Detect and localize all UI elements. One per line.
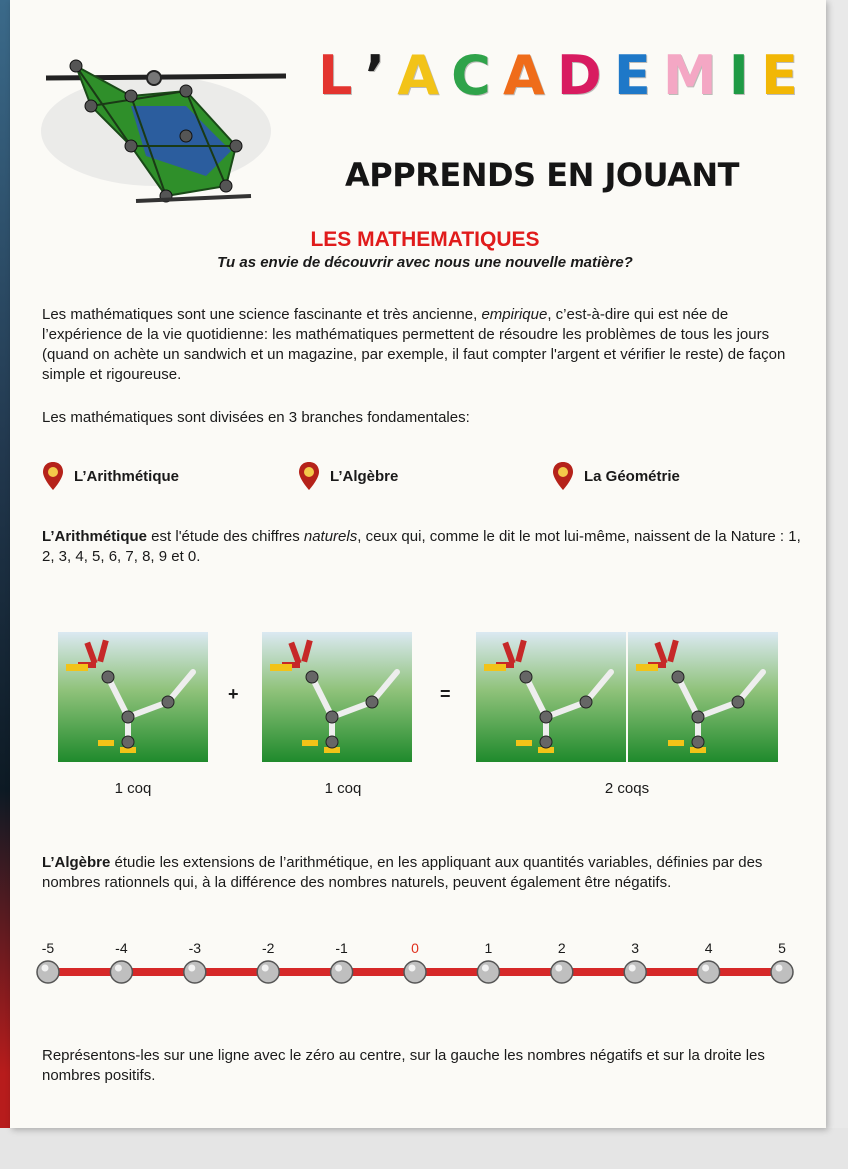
number-line-label: -4: [115, 940, 128, 956]
number-line-ball-highlight: [482, 965, 489, 972]
page-edge-left: [0, 0, 10, 1130]
number-line-ball-highlight: [629, 965, 636, 972]
number-line-ball: [184, 961, 206, 983]
number-line-label: 3: [631, 940, 640, 956]
arithmetic-paragraph: L’Arithmétique est l'étude des chiffres naturels, ceux qui, comme le dit le mot lui-même, naissent de la Nature : 1, 2, 3, 4, 5, 6, 7, 8, 9 et 0.: [42, 528, 801, 565]
number-line-ball-highlight: [409, 965, 416, 972]
number-line-label: -1: [335, 940, 348, 956]
page-edge-right: [826, 0, 848, 1169]
page-subtitle: APPRENDS EN JOUANT: [345, 156, 739, 194]
title-letter: ’: [364, 43, 386, 107]
number-line-ball: [551, 961, 573, 983]
number-line-ball-highlight: [42, 965, 49, 972]
number-line-ball-highlight: [115, 965, 122, 972]
title-letter: A: [397, 43, 440, 107]
title-letter: D: [556, 43, 602, 107]
title-letter: C: [451, 43, 491, 107]
equals-sign: =: [440, 684, 451, 704]
helicopter-illustration: [36, 36, 296, 216]
number-line-ball: [698, 961, 720, 983]
number-line-ball: [37, 961, 59, 983]
branches-intro: Les mathématiques sont divisées en 3 branches fondamentales:: [42, 409, 470, 426]
rooster-image: [628, 632, 778, 762]
title-letter: A: [502, 43, 545, 107]
number-line-ball-highlight: [262, 965, 269, 972]
section-title: LES MATHEMATIQUES: [310, 228, 540, 251]
title-letter: E: [761, 43, 798, 107]
map-pin-icon: [298, 461, 320, 491]
scan-bottom-strip: [0, 1128, 848, 1169]
number-line-ball: [771, 961, 793, 983]
section-subtitle: Tu as envie de découvrir avec nous une nouvelle matière?: [217, 254, 633, 271]
label-one-rooster: 1 coq: [114, 780, 152, 797]
number-line-label: 5: [778, 940, 786, 956]
rooster-image: [476, 632, 626, 762]
title-letter: M: [662, 43, 717, 107]
closing-paragraph: Représentons-les sur une ligne avec le zéro au centre, sur la gauche les nombres négatifs et sur la droite les nombres positifs.: [42, 1047, 765, 1084]
number-line-label: -5: [41, 940, 55, 956]
branch-algebra: L’Algèbre: [298, 462, 398, 490]
number-line-ball-highlight: [702, 965, 709, 972]
label-two-roosters: 2 coqs: [604, 780, 650, 797]
number-line-ball: [257, 961, 279, 983]
number-line-ball-highlight: [188, 965, 195, 972]
rooster-image: [262, 632, 412, 762]
branch-arithmetic: L’Arithmétique: [42, 462, 179, 490]
academy-title: [318, 43, 798, 107]
number-line-label: 1: [484, 940, 493, 956]
label-one-rooster: 1 coq: [324, 780, 362, 797]
map-pin-icon: [42, 461, 64, 491]
rooster-image: [58, 632, 208, 762]
map-pin-icon: [552, 461, 574, 491]
number-line-label: 2: [557, 940, 566, 956]
intro-paragraph: Les mathématiques sont une science fascinante et très ancienne, empirique, c’est-à-dire qui est née de l’expérience de la vie quotidienne: les mathématiques permettent de résoudre les problèmes de tous les jours (quand on achète un sandwich et un magazine, par exemple, il faut compter l'argent et vérifier le reste) de façon simple et rigoureuse.: [42, 306, 786, 383]
number-line-ball: [404, 961, 426, 983]
number-line-ball: [331, 961, 353, 983]
number-line-ball: [624, 961, 646, 983]
title-letter: I: [728, 43, 749, 107]
branch-geometry: La Géométrie: [552, 462, 680, 490]
algebra-paragraph: L’Algèbre étudie les extensions de l’arithmétique, en les appliquant aux quantités variables, définies par des nombres rationnels qui, à la différence des nombres naturels, peuvent également être négatifs.: [42, 854, 763, 891]
number-line-ball-highlight: [335, 965, 342, 972]
number-line-label: -2: [261, 940, 275, 956]
number-line-label: -3: [188, 940, 202, 956]
title-letter: L: [318, 43, 353, 107]
number-line-ball-highlight: [776, 965, 783, 972]
number-line-label: 4: [704, 940, 713, 956]
number-line: [30, 956, 800, 990]
number-line-ball: [110, 961, 132, 983]
number-line-label: 0: [411, 940, 419, 956]
number-line-ball: [477, 961, 499, 983]
number-line-ball-highlight: [555, 965, 562, 972]
plus-sign: +: [228, 684, 239, 704]
title-letter: E: [613, 43, 651, 107]
